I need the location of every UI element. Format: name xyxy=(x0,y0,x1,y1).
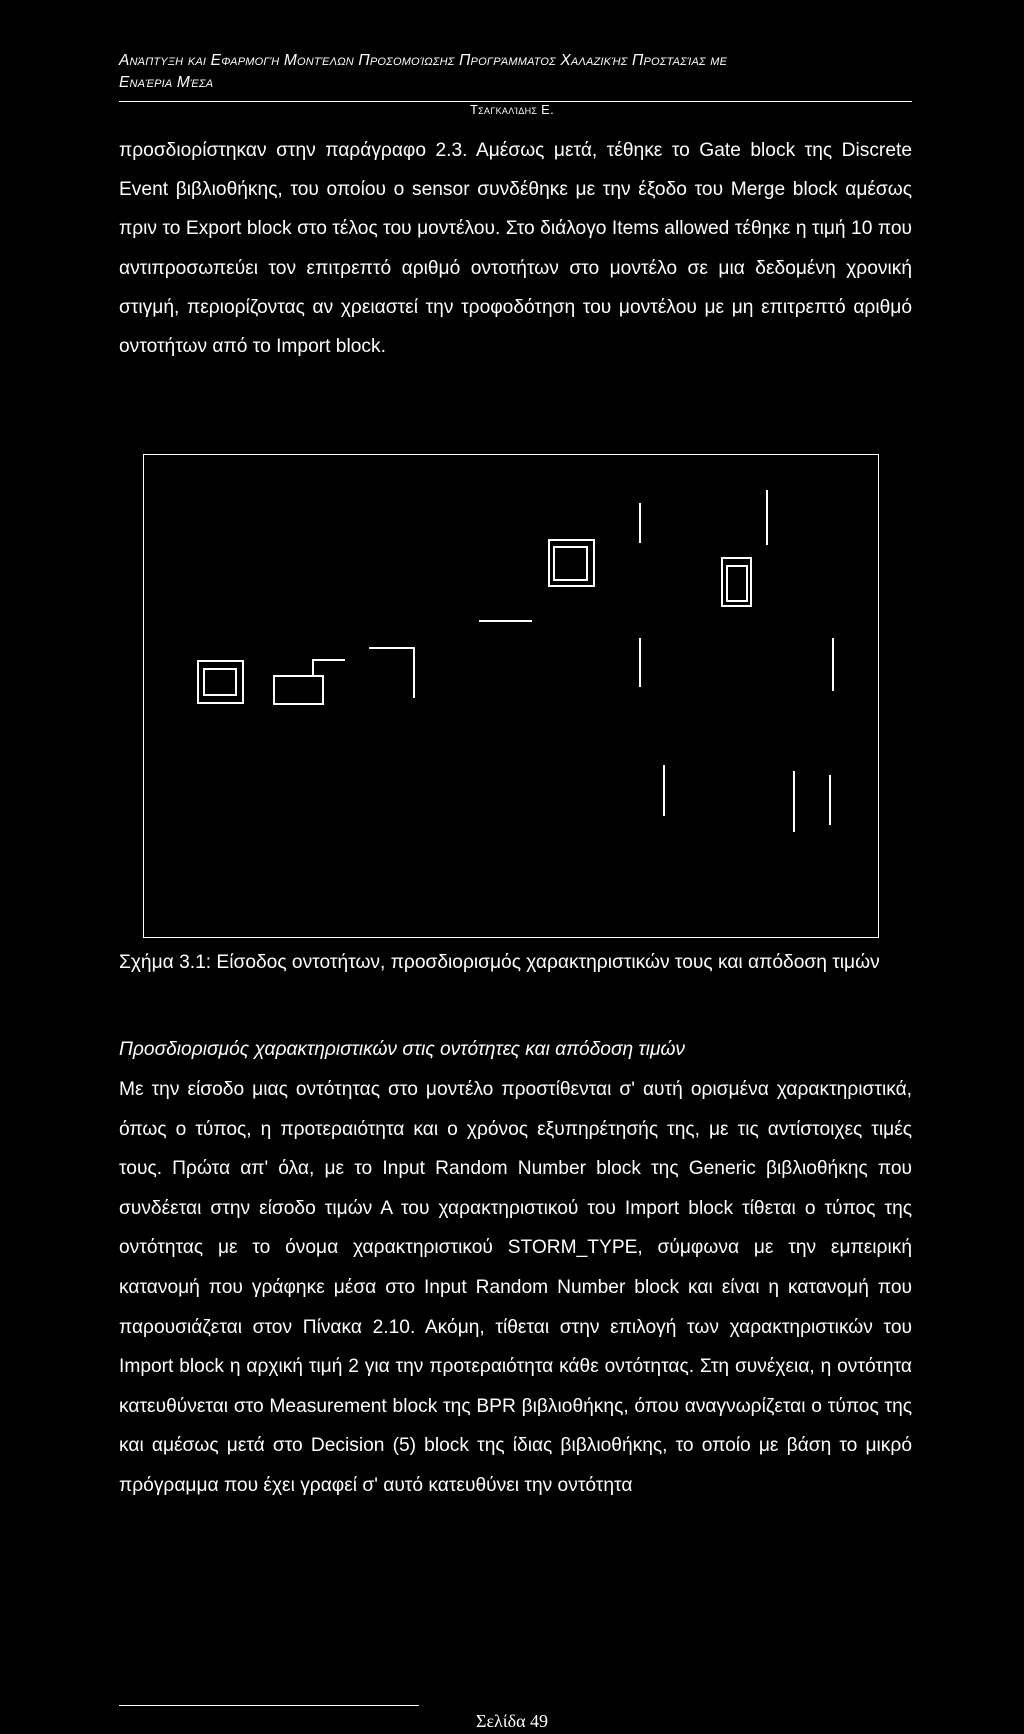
block-shape xyxy=(274,676,323,704)
connector-line xyxy=(369,648,414,698)
body-paragraph-1: προσδιορίστηκαν στην παράγραφο 2.3. Αμέσως μετά, τέθηκε το Gate block της Discrete Event βιβλιοθήκης, του οποίου ο sensor συνδέθηκε με την έξοδο του Merge block αμέσως πριν το Export block στο τέλος του μοντέλου. Στο διάλογο Items allowed τέθηκε η τιμή 10 που αντιπροσωπεύει τον επιτρεπτό αριθμό οντοτήτων στο μοντέλο σε μια δεδομένη χρονική στιγμή, περιορίζοντας αν χρειαστεί την τροφοδότηση του μοντέλου με μη επιτρεπτό αριθμό οντοτήτων από το Import block. xyxy=(119,140,912,358)
body-paragraph-2: Με την είσοδο μιας οντότητας στο μοντέλο προστίθενται σ' αυτή ορισμένα χαρακτηριστικά, όπως ο τύπος, η προτεραιότητα και ο χρόνος εξυπηρέτησής της, με τις αντίστοιχες τιμές τους. Πρώτα απ' όλα, με το Input Random Number block της Generic βιβλιοθήκης που συνδέεται στην είσοδο τιμών Α του χαρακτηριστικού του Import block τίθεται ο τύπος της οντότητας με το όνομα χαρακτηριστικού STORM_TYPE, σύμφωνα με την εμπειρική κατανομή που γράφηκε μέσα στο Input Random Number block και είναι η κατανομή που παρουσιάζεται στον Πίνακα 2.10. Ακόμη, τίθεται στην επιλογή των χαρακτηριστικών του Import block η αρχική τιμή 2 για την προτεραιότητα κάθε οντότητας. Στη συνέχεια, η οντότητα κατευθύνεται στο Measurement block της BPR βιβλιοθήκης, όπου αναγνωρίζεται ο τύπος της και αμέσως μετά στο Decision (5) block της ίδιας βιβλιοθήκης, το οποίο με βάση το μικρό πρόγραμμα που έχει γραφεί σ' αυτό κατευθύνει την οντότητα xyxy=(119,1079,912,1496)
section-subheading: Προσδιορισμός χαρακτηριστικών στις οντότητες και απόδοση τιμών xyxy=(119,1039,686,1060)
running-header xyxy=(119,50,912,94)
connector-line xyxy=(313,660,345,676)
figure-3-1 xyxy=(143,454,879,938)
block-shape xyxy=(722,558,751,606)
header-title-line1: Ανάπτυξη και Εφαρμογή Μοντέλων Προσομοίωσης Προγράμματος Χαλαζικής Προστασίας με xyxy=(119,52,728,69)
header-author: Τσαγκαλίδης Ε. xyxy=(469,102,555,117)
page-number: Σελίδα 49 xyxy=(475,1711,549,1731)
figure-caption: Σχήμα 3.1: Είσοδος οντοτήτων, προσδιορισμός χαρακτηριστικών τους και απόδοση τιμών xyxy=(119,952,880,973)
figure-diagram xyxy=(144,455,880,939)
header-title-line2: Εναέρια Μέσα xyxy=(119,74,214,91)
footer-divider xyxy=(119,1705,419,1706)
block-shape xyxy=(198,661,243,703)
block-shape xyxy=(549,540,594,586)
